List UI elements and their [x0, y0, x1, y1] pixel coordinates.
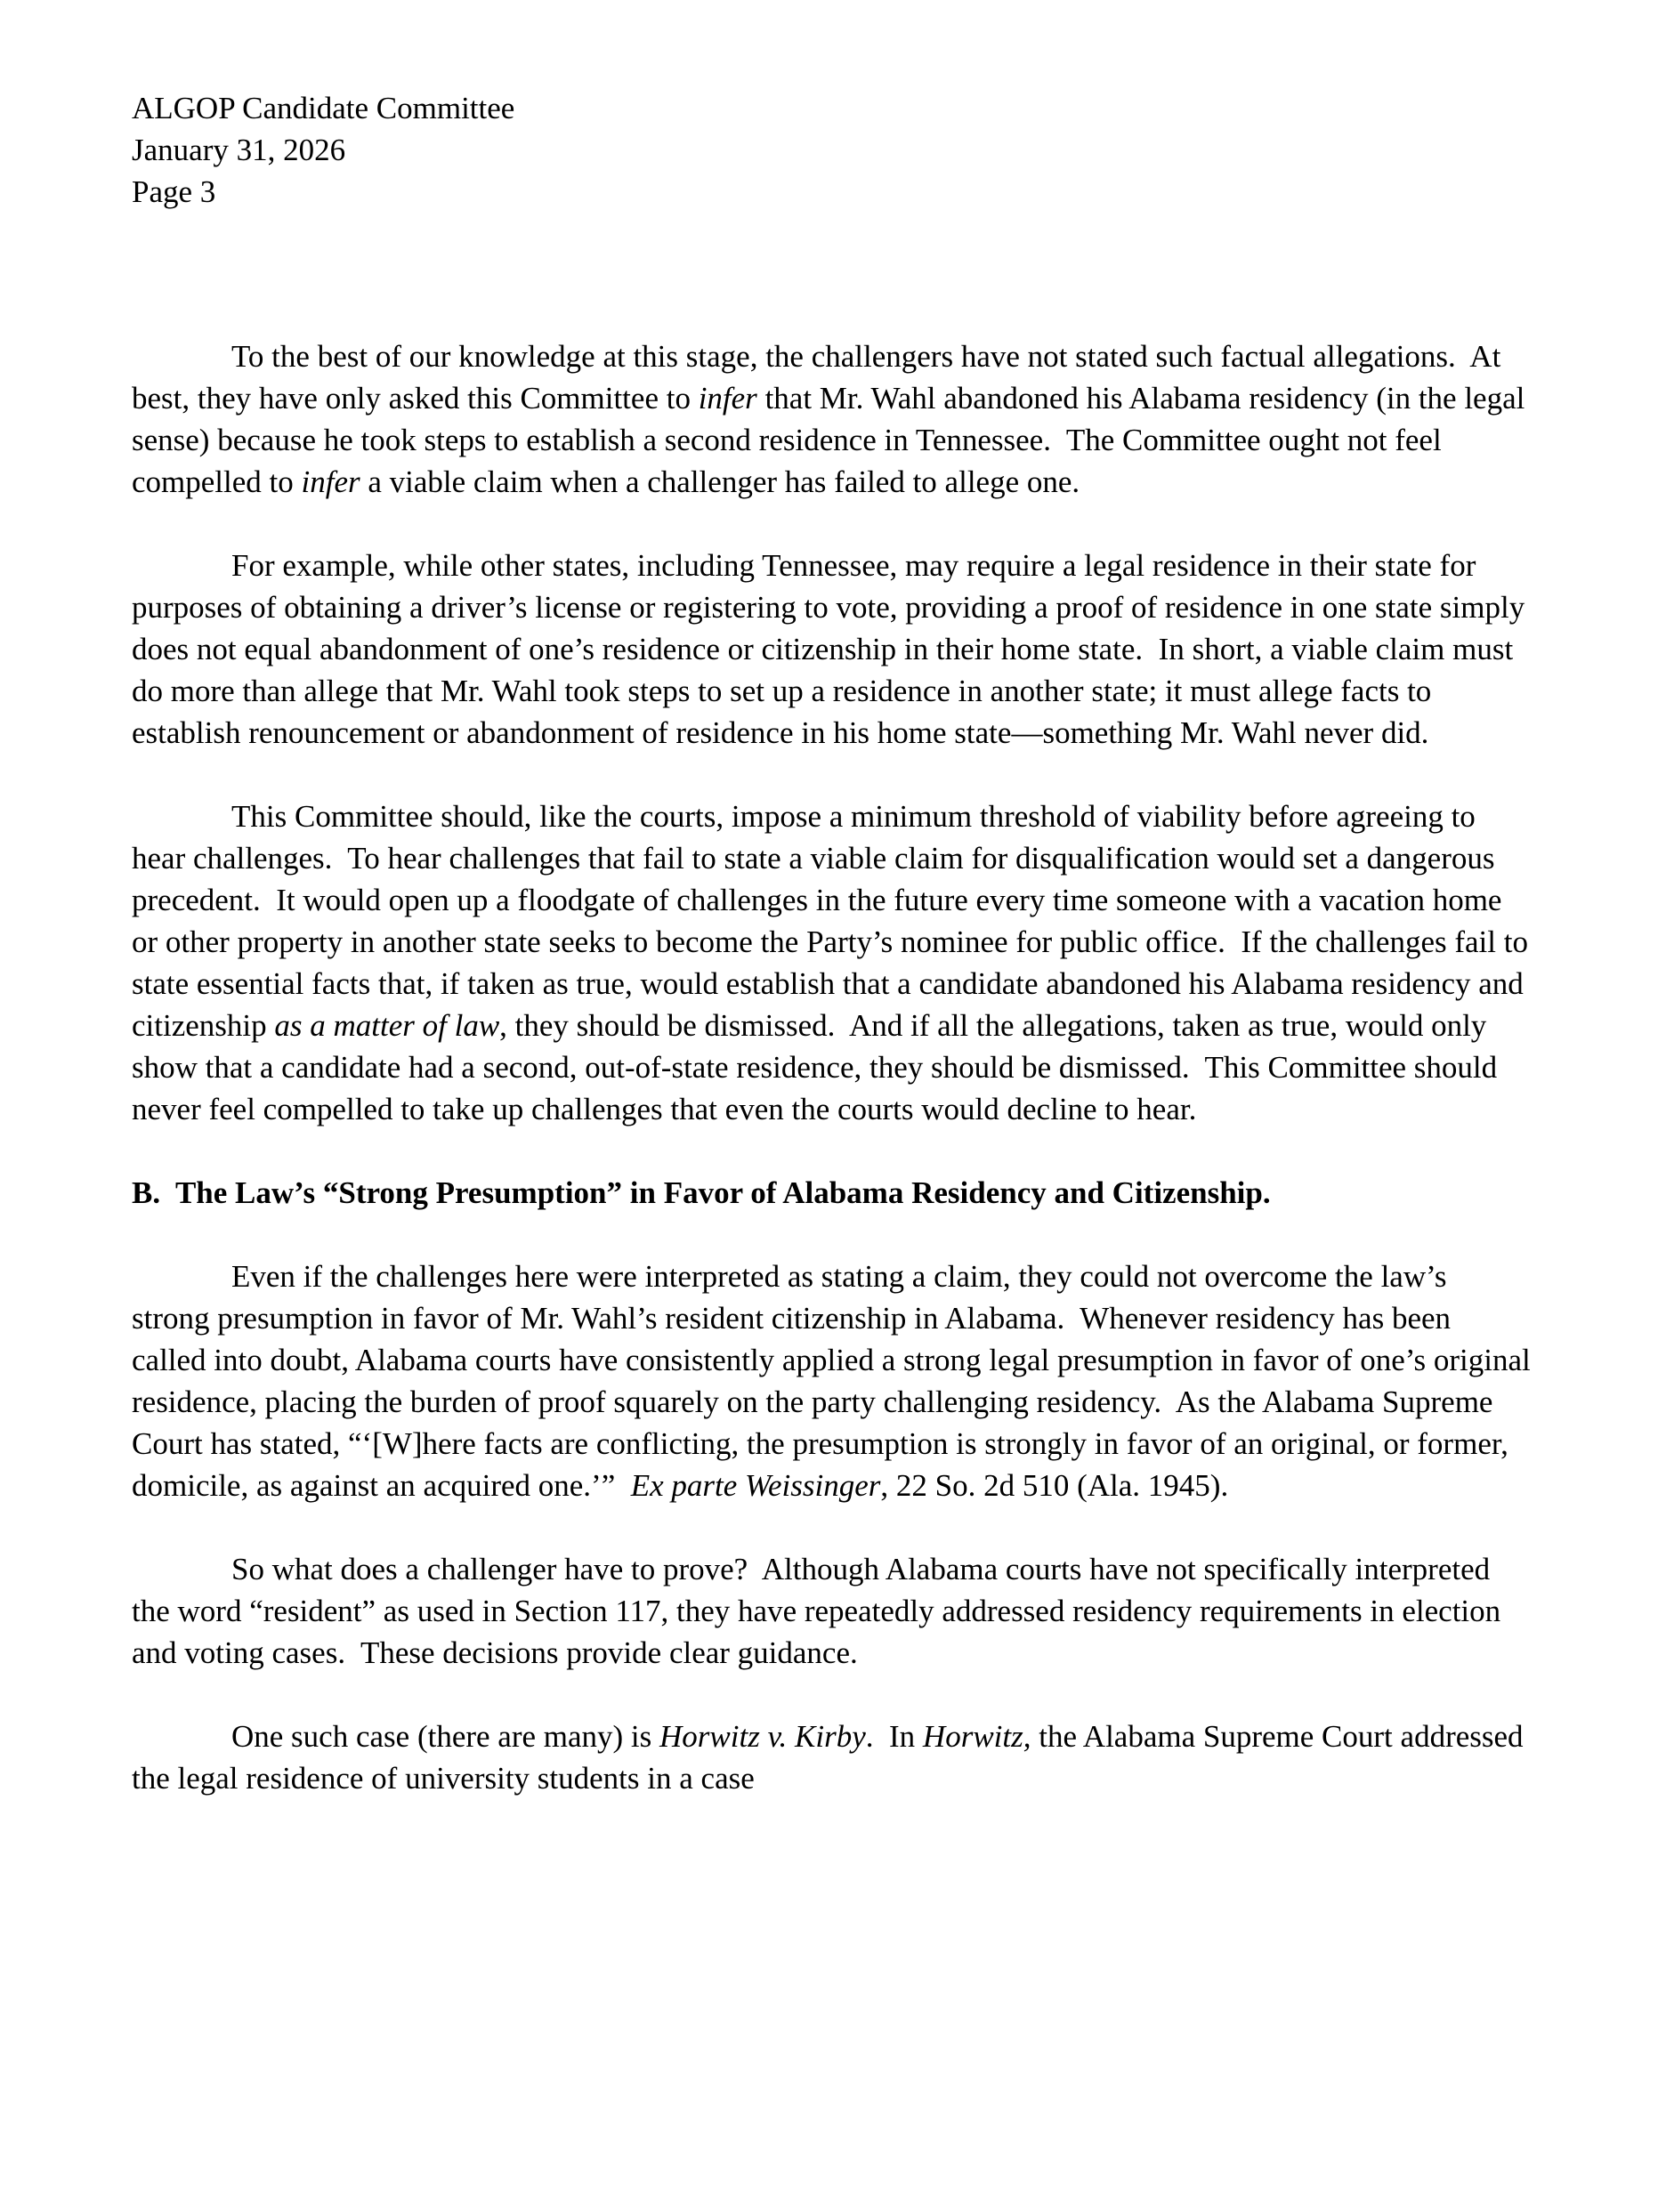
- paragraph-strong-presumption: Even if the challenges here were interpreted as stating a claim, they could not overcome the law’s strong presumption in favor of Mr. Wahl’s resident citizenship in Alabama. Whenever residency has been called into doubt, Alabama courts have consistently applied a strong legal presumption in favor of one’s original residence, placing the burden of proof squarely on the party challenging residency. As the Alabama Supreme Court has stated, “‘[W]here facts are conflicting, the presumption is strongly in favor of an original, or former, domicile, as against an acquired one.’” Ex parte Weissinger, 22 So. 2d 510 (Ala. 1945).: [132, 1259, 1539, 1503]
- paragraph-minimum-threshold: This Committee should, like the courts, impose a minimum threshold of viability before agreeing to hear challenges. To hear challenges that fail to state a viable claim for disqualification would set a dangerous precedent. It would open up a floodgate of challenges in the future every time someone with a vacation home or other property in another state seeks to become the Party’s nominee for public office. If the challenges fail to state essential facts that, if taken as true, would establish that a candidate abandoned his Alabama residency and citizenship as a matter of law, they should be dismissed. And if all the allegations, taken as true, would only show that a candidate had a second, out-of-state residence, they should be dismissed. This Committee should never feel compelled to take up challenges that even the courts would decline to hear.: [132, 799, 1536, 1126]
- paragraph-for-example-other-states: For example, while other states, including Tennessee, may require a legal residence in their state for purposes of obtaining a driver’s license or registering to vote, providing a proof of residence in one state simply does not equal abandonment of one’s residence or citizenship in their home state. In short, a viable claim must do more than allege that Mr. Wahl took steps to set up a residence in another state; it must allege facts to establish renouncement or abandonment of residence in his home state—something Mr. Wahl never did.: [132, 548, 1533, 750]
- header-date: January 31, 2026: [132, 133, 346, 167]
- letter-header: [132, 87, 1531, 213]
- paragraph-horwitz-case: One such case (there are many) is Horwitz v. Kirby. In Horwitz, the Alabama Supreme Court addressed the legal residence of university students in a case: [132, 1719, 1532, 1796]
- section-heading-b: B. The Law’s “Strong Presumption” in Favor of Alabama Residency and Citizenship.: [132, 1175, 1271, 1210]
- document-content: [132, 87, 1539, 1799]
- paragraph-knowledge-at-this-stage: To the best of our knowledge at this stage, the challengers have not stated such factual allegations. At best, they have only asked this Committee to infer that Mr. Wahl abandoned his Alabama residency (in the legal sense) because he took steps to establish a second residence in Tennessee. The Committee ought not feel compelled to infer a viable claim when a challenger has failed to allege one.: [132, 339, 1533, 499]
- header-committee-name: ALGOP Candidate Committee: [132, 91, 515, 125]
- paragraph-challenger-prove: So what does a challenger have to prove? Although Alabama courts have not specifically interpreted the word “resident” as used in Section 117, they have repeatedly addressed residency requirements in election and voting cases. These decisions provide clear guidance.: [132, 1552, 1508, 1670]
- header-page-number: Page 3: [132, 174, 216, 209]
